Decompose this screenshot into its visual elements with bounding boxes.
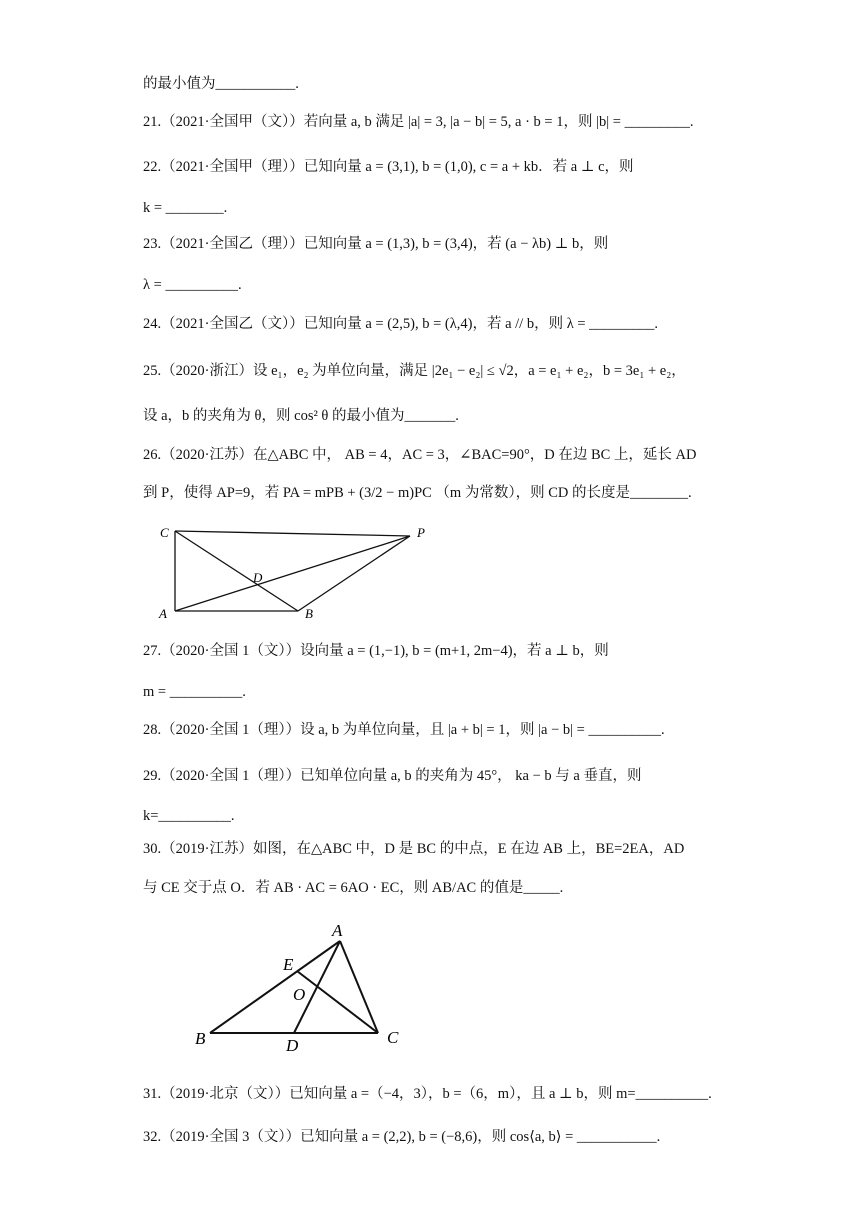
question-27-line2: m = __________.	[143, 684, 246, 700]
label-D: D	[253, 570, 263, 585]
question-23-line2: λ = __________.	[143, 277, 242, 293]
label-C: C	[387, 1028, 399, 1047]
question-26-line1: 26.（2020·江苏）在△ABC 中， AB = 4，AC = 3，∠BAC=90°，D 在边 BC 上，延长 AD	[143, 447, 697, 463]
question-22-line2: k = ________.	[143, 200, 228, 216]
question-30-line1: 30.（2019·江苏）如图，在△ABC 中，D 是 BC 的中点，E 在边 AB 上，BE=2EA，AD	[143, 841, 685, 857]
label-O: O	[293, 985, 306, 1004]
segment-cb	[175, 531, 298, 611]
question-25-line1: 25.（2020·浙江）设 e₁，e₂ 为单位向量，满足 |2e₁ − e₂| ≤ √2，a = e₁ + e₂，b = 3e₁ + e₂，	[143, 363, 686, 379]
figure-triangle-abc	[190, 918, 420, 1053]
question-30-line2: 与 CE 交于点 O．若 AB · AC = 6AO · EC，则 AB/AC 的值是_____.	[143, 880, 564, 896]
question-29-line2: k=__________.	[143, 808, 235, 824]
label-C: C	[160, 525, 169, 540]
label-D: D	[286, 1036, 299, 1053]
label-B: B	[305, 606, 313, 621]
question-25-line2: 设 a，b 的夹角为 θ，则 cos² θ 的最小值为_______.	[143, 408, 459, 424]
question-31: 31.（2019·北京（文））已知向量 a =（−4，3），b =（6，m），且 a ⊥ b，则 m=__________.	[143, 1086, 712, 1102]
label-E: E	[283, 955, 294, 974]
question-32: 32.（2019·全国 3（文））已知向量 a = (2,2), b = (−8,6)，则 cos⟨a, b⟩ = ___________.	[143, 1129, 661, 1145]
label-A: A	[332, 921, 343, 940]
question-24: 24.（2021·全国乙（文））已知向量 a = (2,5), b = (λ,4)，若 a // b，则 λ = _________.	[143, 316, 659, 332]
segment-ab	[210, 941, 340, 1033]
label-A: A	[159, 606, 167, 621]
question-23-line1: 23.（2021·全国乙（理））已知向量 a = (1,3), b = (3,4)，若 (a − λb) ⊥ b，则	[143, 236, 609, 252]
question-28: 28.（2020·全国 1（理））设 a, b 为单位向量，且 |a + b| = 1，则 |a − b| = __________.	[143, 722, 665, 738]
question-26-line2: 到 P，使得 AP=9，若 PA = mPB + (3/2 − m)PC （m 为常数），则 CD 的长度是________.	[143, 485, 692, 501]
question-21: 21.（2021·全国甲（文））若向量 a, b 满足 |a| = 3, |a − b| = 5, a · b = 1，则 |b| = _________.	[143, 114, 694, 130]
text-line-prev-end: 的最小值为___________.	[143, 76, 299, 92]
segment-cp	[175, 531, 410, 536]
label-B: B	[195, 1029, 206, 1048]
label-P: P	[417, 525, 425, 540]
segment-bp	[298, 536, 410, 611]
figure-triangle-acp	[150, 520, 440, 625]
question-29-line1: 29.（2020·全国 1（理））已知单位向量 a, b 的夹角为 45°， ka − b 与 a 垂直，则	[143, 768, 642, 784]
segment-ap	[175, 536, 410, 611]
question-27-line1: 27.（2020·全国 1（文））设向量 a = (1,−1), b = (m+1, 2m−4)，若 a ⊥ b，则	[143, 643, 609, 659]
question-22-line1: 22.（2021·全国甲（理））已知向量 a = (3,1), b = (1,0), c = a + kb．若 a ⊥ c，则	[143, 159, 634, 175]
